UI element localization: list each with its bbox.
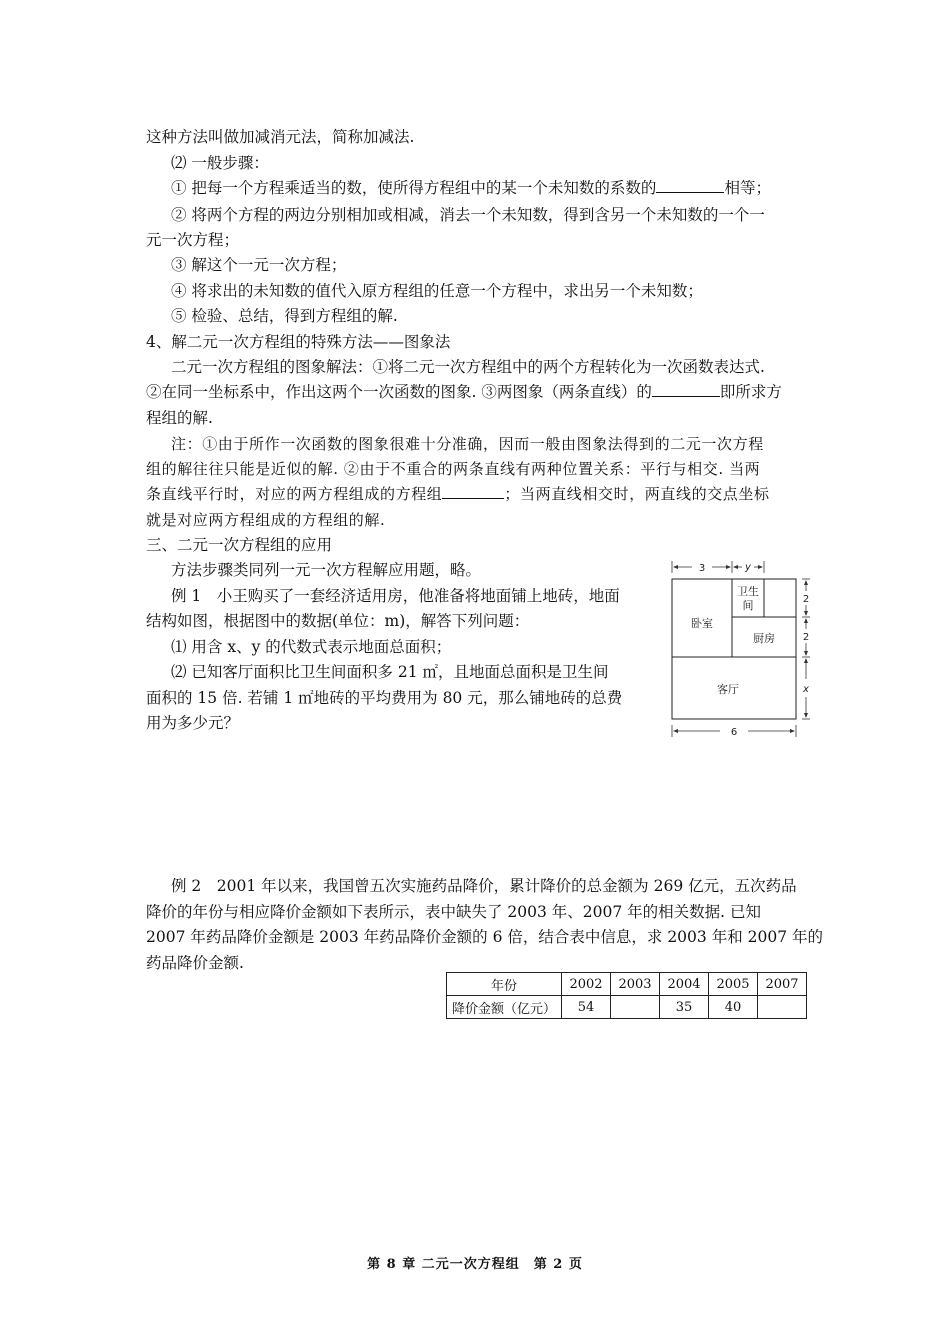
table-cell [758, 996, 807, 1019]
text-segment: 即所求方 [719, 383, 782, 401]
example-2-line: 2007 年药品降价金额是 2003 年药品降价金额的 6 倍，结合表中信息，求 2003 年和 2007 年的 [146, 928, 823, 946]
price-reduction-table [446, 972, 807, 1019]
dim-label-top-right: y [745, 562, 751, 573]
note-line [146, 484, 770, 504]
note-line: 组的解往往只能是近似的解. ②由于不重合的两条直线有两种位置关系：平行与相交. 当两 [146, 460, 761, 478]
text-line: 二元一次方程组的图象解法：①将二元一次方程组中的两个方程转化为一次函数表达式. [171, 358, 765, 376]
fill-blank [652, 382, 720, 397]
fill-blank [442, 484, 504, 499]
question-2-cont: 面积的 15 倍. 若铺 1 ㎡地砖的平均费用为 80 元，那么铺地砖的总费 [146, 689, 623, 707]
table-cell: 40 [709, 996, 758, 1019]
table-header-cell: 2005 [709, 973, 758, 996]
text-line: ④ 将求出的未知数的值代入原方程组的任意一个方程中，求出另一个未知数； [171, 282, 703, 300]
room-label-living-room: 客厅 [717, 683, 739, 696]
note-line: 就是对应两方程组成的方程组的解. [146, 511, 386, 529]
text-line [146, 382, 782, 402]
example-2-line: 降价的年份与相应降价金额如下表所示，表中缺失了 2003 年、2007 年的相关数据. 已知 [146, 903, 762, 921]
table-row [447, 973, 807, 996]
floor-outline [672, 579, 796, 719]
section-heading: 三、二元一次方程组的应用 [146, 536, 333, 554]
question-1: ⑴ 用含 x、y 的代数式表示地面总面积； [171, 638, 452, 656]
table-header-cell: 2003 [611, 973, 660, 996]
text-line: ⑤ 检验、总结，得到方程组的解. [171, 307, 398, 325]
text-line: ③ 解这个一元一次方程； [171, 256, 347, 274]
text-line: ② 将两个方程的两边分别相加或相减，消去一个未知数，得到含另一个未知数的一个一 [171, 206, 765, 224]
room-label-bathroom: 卫生 [737, 585, 759, 598]
dim-label-right-top: 2 [802, 594, 810, 605]
example-2-line: 药品降价金额. [146, 954, 244, 972]
room-label-bedroom: 卧室 [691, 617, 713, 630]
table-cell [611, 996, 660, 1019]
table-header-cell: 2004 [660, 973, 709, 996]
text-line: 程组的解. [146, 409, 213, 427]
fill-blank [656, 178, 724, 193]
room-label-bathroom: 间 [742, 599, 754, 612]
table-row [447, 996, 807, 1019]
text-line: 方法步骤类同列一元一次方程解应用题，略。 [171, 561, 482, 579]
text-segment: ① 把每一个方程乘适当的数，使所得方程组中的某一个未知数的系数的 [171, 179, 657, 197]
text-segment: 条直线平行时，对应的两方程组成的方程组 [146, 485, 443, 503]
page-footer: 第 8 章 二元一次方程组 第 2 页 [367, 1257, 583, 1272]
table-header-cell: 2002 [562, 973, 611, 996]
table-header-cell: 年份 [447, 973, 562, 996]
dim-label-right-bottom: x [803, 684, 809, 695]
example-1-line: 例 1 小王购买了一套经济适用房，他准备将地面铺上地砖，地面 [171, 587, 620, 605]
example-2-line: 例 2 2001 年以来，我国曾五次实施药品降价，累计降价的总金额为 269 亿元，五次药品 [171, 877, 797, 895]
text-segment: ；当两直线相交时，两直线的交点坐标 [504, 485, 770, 503]
text-segment: 相等； [724, 179, 771, 197]
floor-plan-diagram [664, 553, 814, 741]
text-line: ⑵ 一般步骤： [171, 154, 269, 172]
text-segment: ②在同一坐标系中，作出这两个一次函数的图象. ③两图象（两条直线）的 [146, 383, 652, 401]
table-header-cell: 2007 [758, 973, 807, 996]
dim-label-right-mid: 2 [802, 632, 810, 643]
room-label-kitchen: 厨房 [753, 632, 775, 645]
question-2: ⑵ 已知客厅面积比卫生间面积多 21 ㎡，且地面总面积是卫生间 [171, 663, 609, 681]
question-2-cont: 用为多少元？ [146, 714, 240, 732]
table-cell: 54 [562, 996, 611, 1019]
dim-label-top-left: 3 [698, 563, 706, 574]
section-heading: 4、解二元一次方程组的特殊方法——图象法 [146, 333, 451, 351]
text-line: 这种方法叫做加减消元法，简称加减法. [146, 128, 415, 146]
dim-label-bottom: 6 [730, 727, 738, 738]
table-cell: 35 [660, 996, 709, 1019]
text-line: 元一次方程； [146, 231, 240, 249]
note-line: 注：①由于所作一次函数的图象很难十分准确，因而一般由图象法得到的二元一次方程 [171, 435, 764, 453]
example-1-line: 结构如图，根据图中的数据(单位：m)，解答下列问题： [146, 612, 530, 630]
text-line [171, 178, 771, 198]
table-row-label: 降价金额（亿元） [447, 996, 562, 1019]
